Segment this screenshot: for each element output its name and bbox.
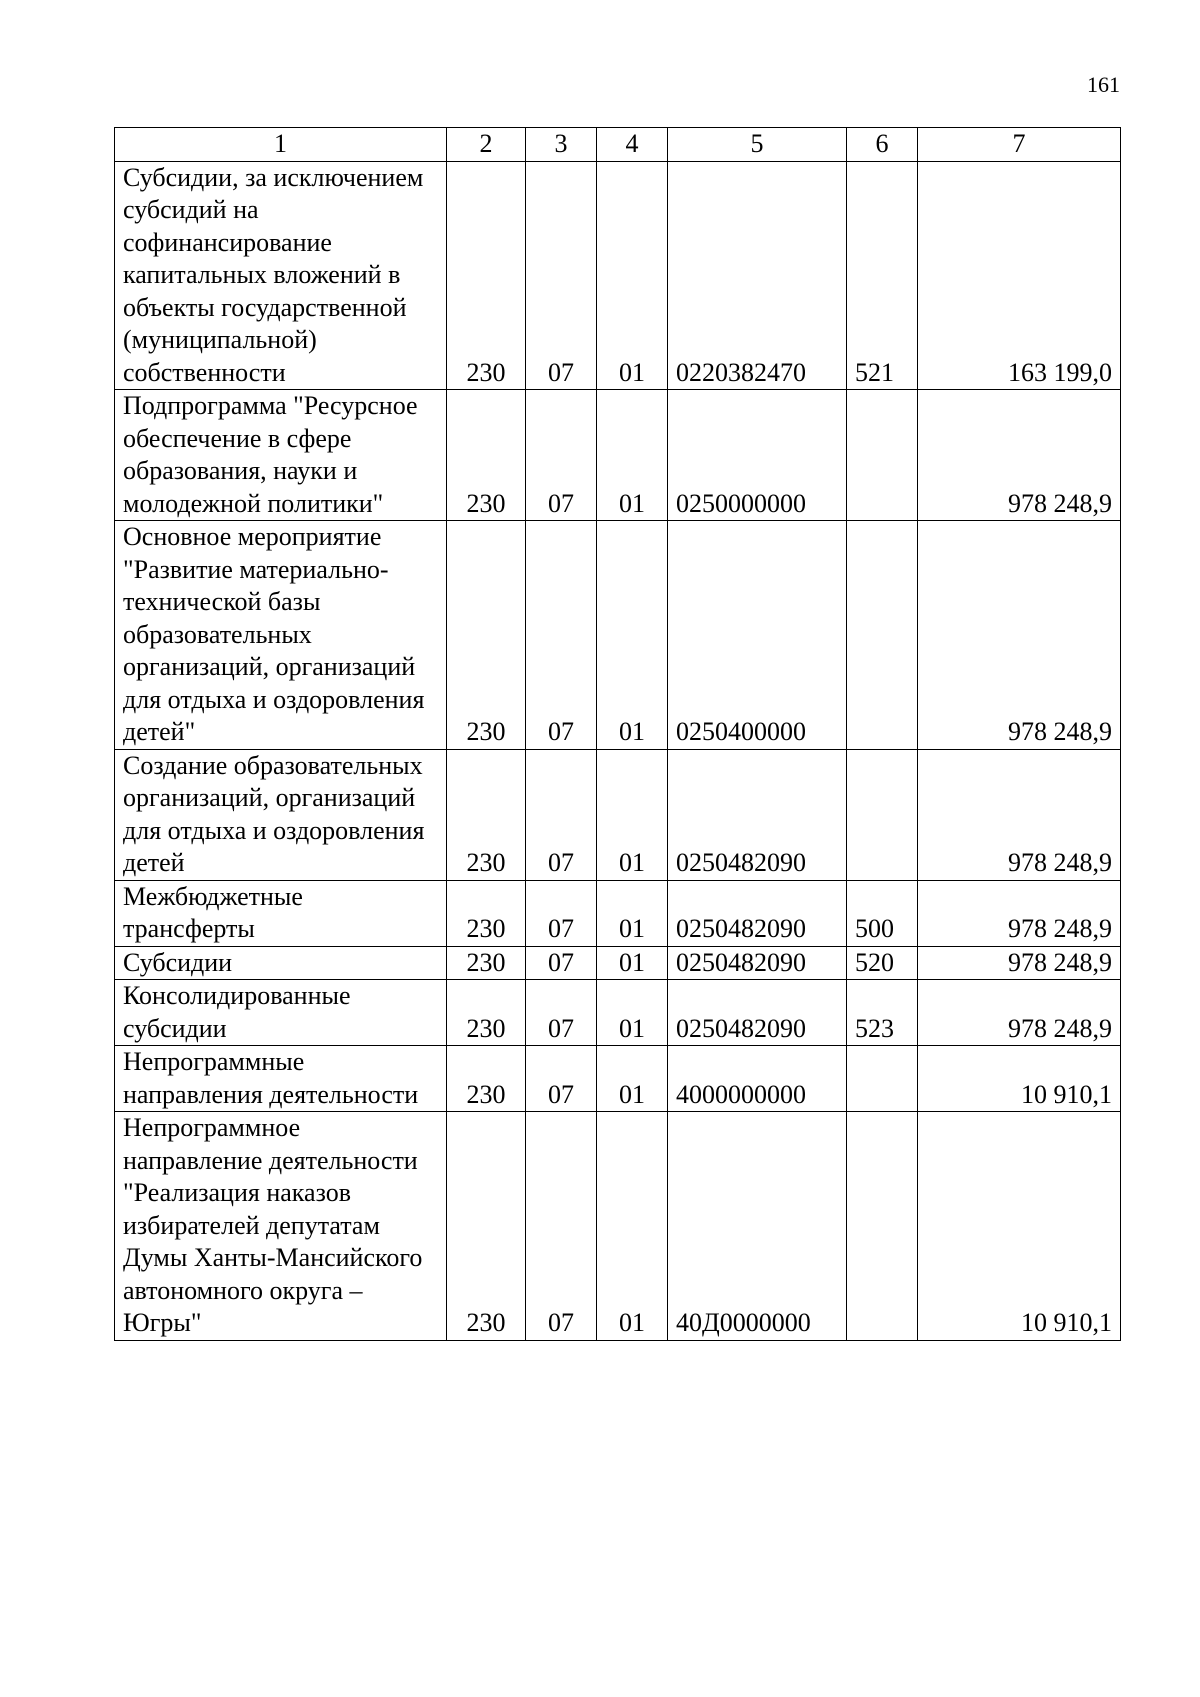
row-col-7: 978 248,9 xyxy=(918,980,1121,1046)
row-col-2: 230 xyxy=(447,1046,526,1112)
row-col-5: 40Д0000000 xyxy=(668,1112,847,1341)
row-col-6: 520 xyxy=(847,946,918,980)
row-col-4: 01 xyxy=(597,946,668,980)
row-col-6 xyxy=(847,390,918,521)
row-col-3: 07 xyxy=(526,749,597,880)
table-row xyxy=(115,980,1121,1046)
row-col-3: 07 xyxy=(526,980,597,1046)
row-col-2: 230 xyxy=(447,946,526,980)
row-name: Непрограммное направление деятельности "Реализация наказов избирателей депутатам Думы Ханты-Мансийского автономного округа – Югры" xyxy=(115,1112,447,1341)
row-name: Непрограммные направления деятельности xyxy=(115,1046,447,1112)
budget-table xyxy=(114,127,1121,1341)
row-col-2: 230 xyxy=(447,980,526,1046)
row-col-6: 500 xyxy=(847,880,918,946)
row-col-2: 230 xyxy=(447,521,526,750)
row-col-4: 01 xyxy=(597,749,668,880)
row-col-7: 978 248,9 xyxy=(918,880,1121,946)
row-col-4: 01 xyxy=(597,1046,668,1112)
row-col-4: 01 xyxy=(597,1112,668,1341)
row-col-4: 01 xyxy=(597,880,668,946)
table-row xyxy=(115,390,1121,521)
row-name: Субсидии xyxy=(115,946,447,980)
row-col-5: 0250482090 xyxy=(668,980,847,1046)
row-col-5: 0250482090 xyxy=(668,880,847,946)
row-name: Создание образовательных организаций, организаций для отдыха и оздоровления детей xyxy=(115,749,447,880)
table-row xyxy=(115,1112,1121,1341)
row-col-7: 978 248,9 xyxy=(918,390,1121,521)
row-col-4: 01 xyxy=(597,161,668,390)
row-col-7: 163 199,0 xyxy=(918,161,1121,390)
row-col-3: 07 xyxy=(526,1112,597,1341)
row-col-3: 07 xyxy=(526,1046,597,1112)
table-row xyxy=(115,161,1121,390)
row-col-7: 978 248,9 xyxy=(918,749,1121,880)
row-col-7: 978 248,9 xyxy=(918,946,1121,980)
column-header-2: 2 xyxy=(447,128,526,162)
row-name: Подпрограмма "Ресурсное обеспечение в сфере образования, науки и молодежной политики" xyxy=(115,390,447,521)
table-row xyxy=(115,749,1121,880)
row-col-4: 01 xyxy=(597,390,668,521)
row-col-7: 10 910,1 xyxy=(918,1112,1121,1341)
row-col-6: 521 xyxy=(847,161,918,390)
row-col-3: 07 xyxy=(526,161,597,390)
row-col-2: 230 xyxy=(447,390,526,521)
row-col-2: 230 xyxy=(447,161,526,390)
table-row xyxy=(115,521,1121,750)
column-header-5: 5 xyxy=(668,128,847,162)
row-col-2: 230 xyxy=(447,880,526,946)
table-row xyxy=(115,1046,1121,1112)
row-col-7: 978 248,9 xyxy=(918,521,1121,750)
column-header-4: 4 xyxy=(597,128,668,162)
row-col-3: 07 xyxy=(526,521,597,750)
row-name: Субсидии, за исключением субсидий на софинансирование капитальных вложений в объекты государственной (муниципальной) собственности xyxy=(115,161,447,390)
column-header-7: 7 xyxy=(918,128,1121,162)
row-col-2: 230 xyxy=(447,749,526,880)
row-col-5: 0250000000 xyxy=(668,390,847,521)
row-col-6: 523 xyxy=(847,980,918,1046)
page-number: 161 xyxy=(1087,72,1120,97)
table-header-row xyxy=(115,128,1121,162)
row-col-5: 0250400000 xyxy=(668,521,847,750)
row-col-5: 4000000000 xyxy=(668,1046,847,1112)
row-col-6 xyxy=(847,1112,918,1341)
row-name: Межбюджетные трансферты xyxy=(115,880,447,946)
table-row xyxy=(115,946,1121,980)
row-col-5: 0220382470 xyxy=(668,161,847,390)
table-row xyxy=(115,880,1121,946)
row-col-6 xyxy=(847,521,918,750)
row-col-3: 07 xyxy=(526,946,597,980)
row-col-7: 10 910,1 xyxy=(918,1046,1121,1112)
column-header-3: 3 xyxy=(526,128,597,162)
column-header-6: 6 xyxy=(847,128,918,162)
row-col-6 xyxy=(847,1046,918,1112)
row-col-3: 07 xyxy=(526,880,597,946)
row-col-4: 01 xyxy=(597,521,668,750)
row-col-4: 01 xyxy=(597,980,668,1046)
row-col-3: 07 xyxy=(526,390,597,521)
column-header-1: 1 xyxy=(115,128,447,162)
row-col-2: 230 xyxy=(447,1112,526,1341)
row-col-5: 0250482090 xyxy=(668,946,847,980)
row-col-5: 0250482090 xyxy=(668,749,847,880)
row-col-6 xyxy=(847,749,918,880)
row-name: Консолидированные субсидии xyxy=(115,980,447,1046)
row-name: Основное мероприятие "Развитие материально-технической базы образовательных организаций, организаций для отдыха и оздоровления детей" xyxy=(115,521,447,750)
